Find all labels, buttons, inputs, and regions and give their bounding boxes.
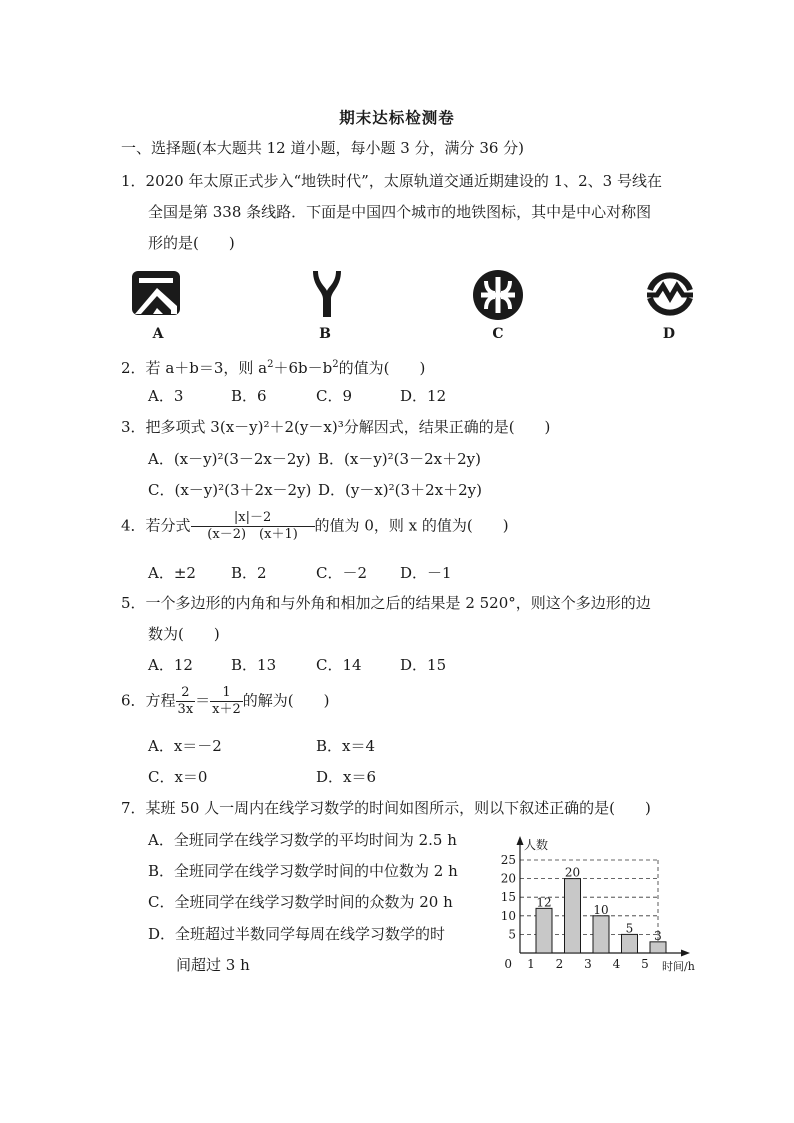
q3-option-b: B．(x－y)²(3－2x＋2y) [318,450,481,468]
q6-stem: 6．方程 $\frac{2}{3x}$ ＝ $\frac{1}{x+2}$ 的解为( ) [121,685,330,717]
q6-option-d: D．x＝6 [316,768,377,786]
x-axis-arrow [681,950,690,957]
q1-line1: 1．2020 年太原正式步入“地铁时代”，太原轨道交通近期建设的 1、2、3 号线在 [121,172,662,190]
q2-stem: 2．若 a＋b＝3，则 $a^2+6b-b^2$的值为( ) [121,359,426,377]
logo-label-b: B [319,326,331,342]
bar-value-label: 20 [564,865,581,880]
q7-option-a: A．全班同学在线学习数学的平均时间为 2.5 h [148,831,457,849]
q4-option-c: C．－2 [316,564,368,582]
q6-option-a: A．x＝－2 [148,737,222,755]
q4-fraction: $\frac{|x|-2}{(x-2) (x+1)}$ [191,510,315,543]
q2-option-a: A．3 [148,387,184,405]
metro-logo-d-icon [644,268,696,320]
bar-value-label: 5 [625,921,634,936]
q7-stem: 7．某班 50 人一周内在线学习数学的时间如图所示，则以下叙述正确的是( ) [121,799,651,817]
y-axis-arrow [517,836,524,845]
q6-option-c: C．x＝0 [148,768,208,786]
q7-option-c: C．全班同学在线学习数学时间的众数为 20 h [148,893,453,911]
y-tick-label: 10 [500,908,516,923]
bar-value-label: 3 [654,928,662,943]
q2-option-d: D．12 [400,387,447,405]
y-tick-label: 20 [500,871,516,886]
q2-option-c: C．9 [316,387,353,405]
q7-option-b: B．全班同学在线学习数学时间的中位数为 2 h [148,862,458,880]
bar [650,942,666,953]
q3-option-c: C．(x－y)²(3＋2x－2y) [148,481,312,499]
bar [593,916,609,953]
y-tick-label: 15 [500,890,516,905]
bar [536,908,552,953]
bar [565,879,581,953]
logo-label-a: A [152,326,164,342]
q3-option-a: A．(x－y)²(3－2x－2y) [148,450,311,468]
x-tick-label: 4 [612,957,621,971]
q4-option-a: A．±2 [148,564,196,582]
q6-fraction-left: $\frac{2}{3x}$ [177,685,194,717]
y-axis-label: 人数 [524,838,549,852]
q1-line3: 形的是( ) [148,234,235,252]
x-tick-label: 1 [527,957,535,971]
q6-fraction-right: $\frac{1}{x+2}$ [212,685,241,717]
x-axis-label: 时间/h [662,960,695,973]
x-tick-label: 2 [555,957,564,971]
x-tick-label: 3 [584,957,592,971]
q4-option-d: D．－1 [400,564,452,582]
bar-chart [490,832,720,980]
q3-option-d: D．(y－x)²(3＋2x＋2y) [318,481,482,499]
q5-line1: 5．一个多边形的内角和与外角和相加之后的结果是 2 520°，则这个多边形的边 [121,594,651,612]
metro-logo-a-icon [131,270,183,318]
q5-option-b: B．13 [231,656,277,674]
q7-option-d-cont: 间超过 3 h [176,956,250,974]
bar-value-label: 12 [536,895,552,910]
logo-label-c: C [492,326,504,342]
q3-stem: 3．把多项式 3(x－y)²＋2(y－x)³分解因式，结果正确的是( ) [121,418,551,436]
q4-stem: 4．若分式 $\frac{|x|-2}{(x-2) (x+1)}$ 的值为 0，则 x 的值为( ) [121,510,509,542]
q5-option-c: C．14 [316,656,362,674]
q2-option-b: B．6 [231,387,267,405]
section-heading: 一、选择题(本大题共 12 道小题，每小题 3 分，满分 36 分) [121,139,525,157]
bar [622,934,638,953]
q1-line2: 全国是第 338 条线路．下面是中国四个城市的地铁图标，其中是中心对称图 [148,203,652,221]
q4-option-b: B．2 [231,564,267,582]
origin-label: 0 [504,957,512,971]
q5-option-a: A．12 [148,656,193,674]
metro-logo-c-icon [472,269,524,321]
bar-value-label: 10 [593,902,609,917]
logo-label-d: D [662,326,676,342]
q6-option-b: B．x＝4 [316,737,376,755]
q5-line2: 数为( ) [148,625,220,643]
x-tick-label: 5 [641,957,649,971]
y-tick-label: 5 [508,927,516,942]
q5-option-d: D．15 [400,656,447,674]
metro-logo-b-icon [309,269,345,319]
page-title: 期末达标检测卷 [339,108,455,127]
q7-option-d: D．全班超过半数同学每周在线学习数学的时 [148,925,446,943]
y-tick-label: 25 [500,853,516,867]
